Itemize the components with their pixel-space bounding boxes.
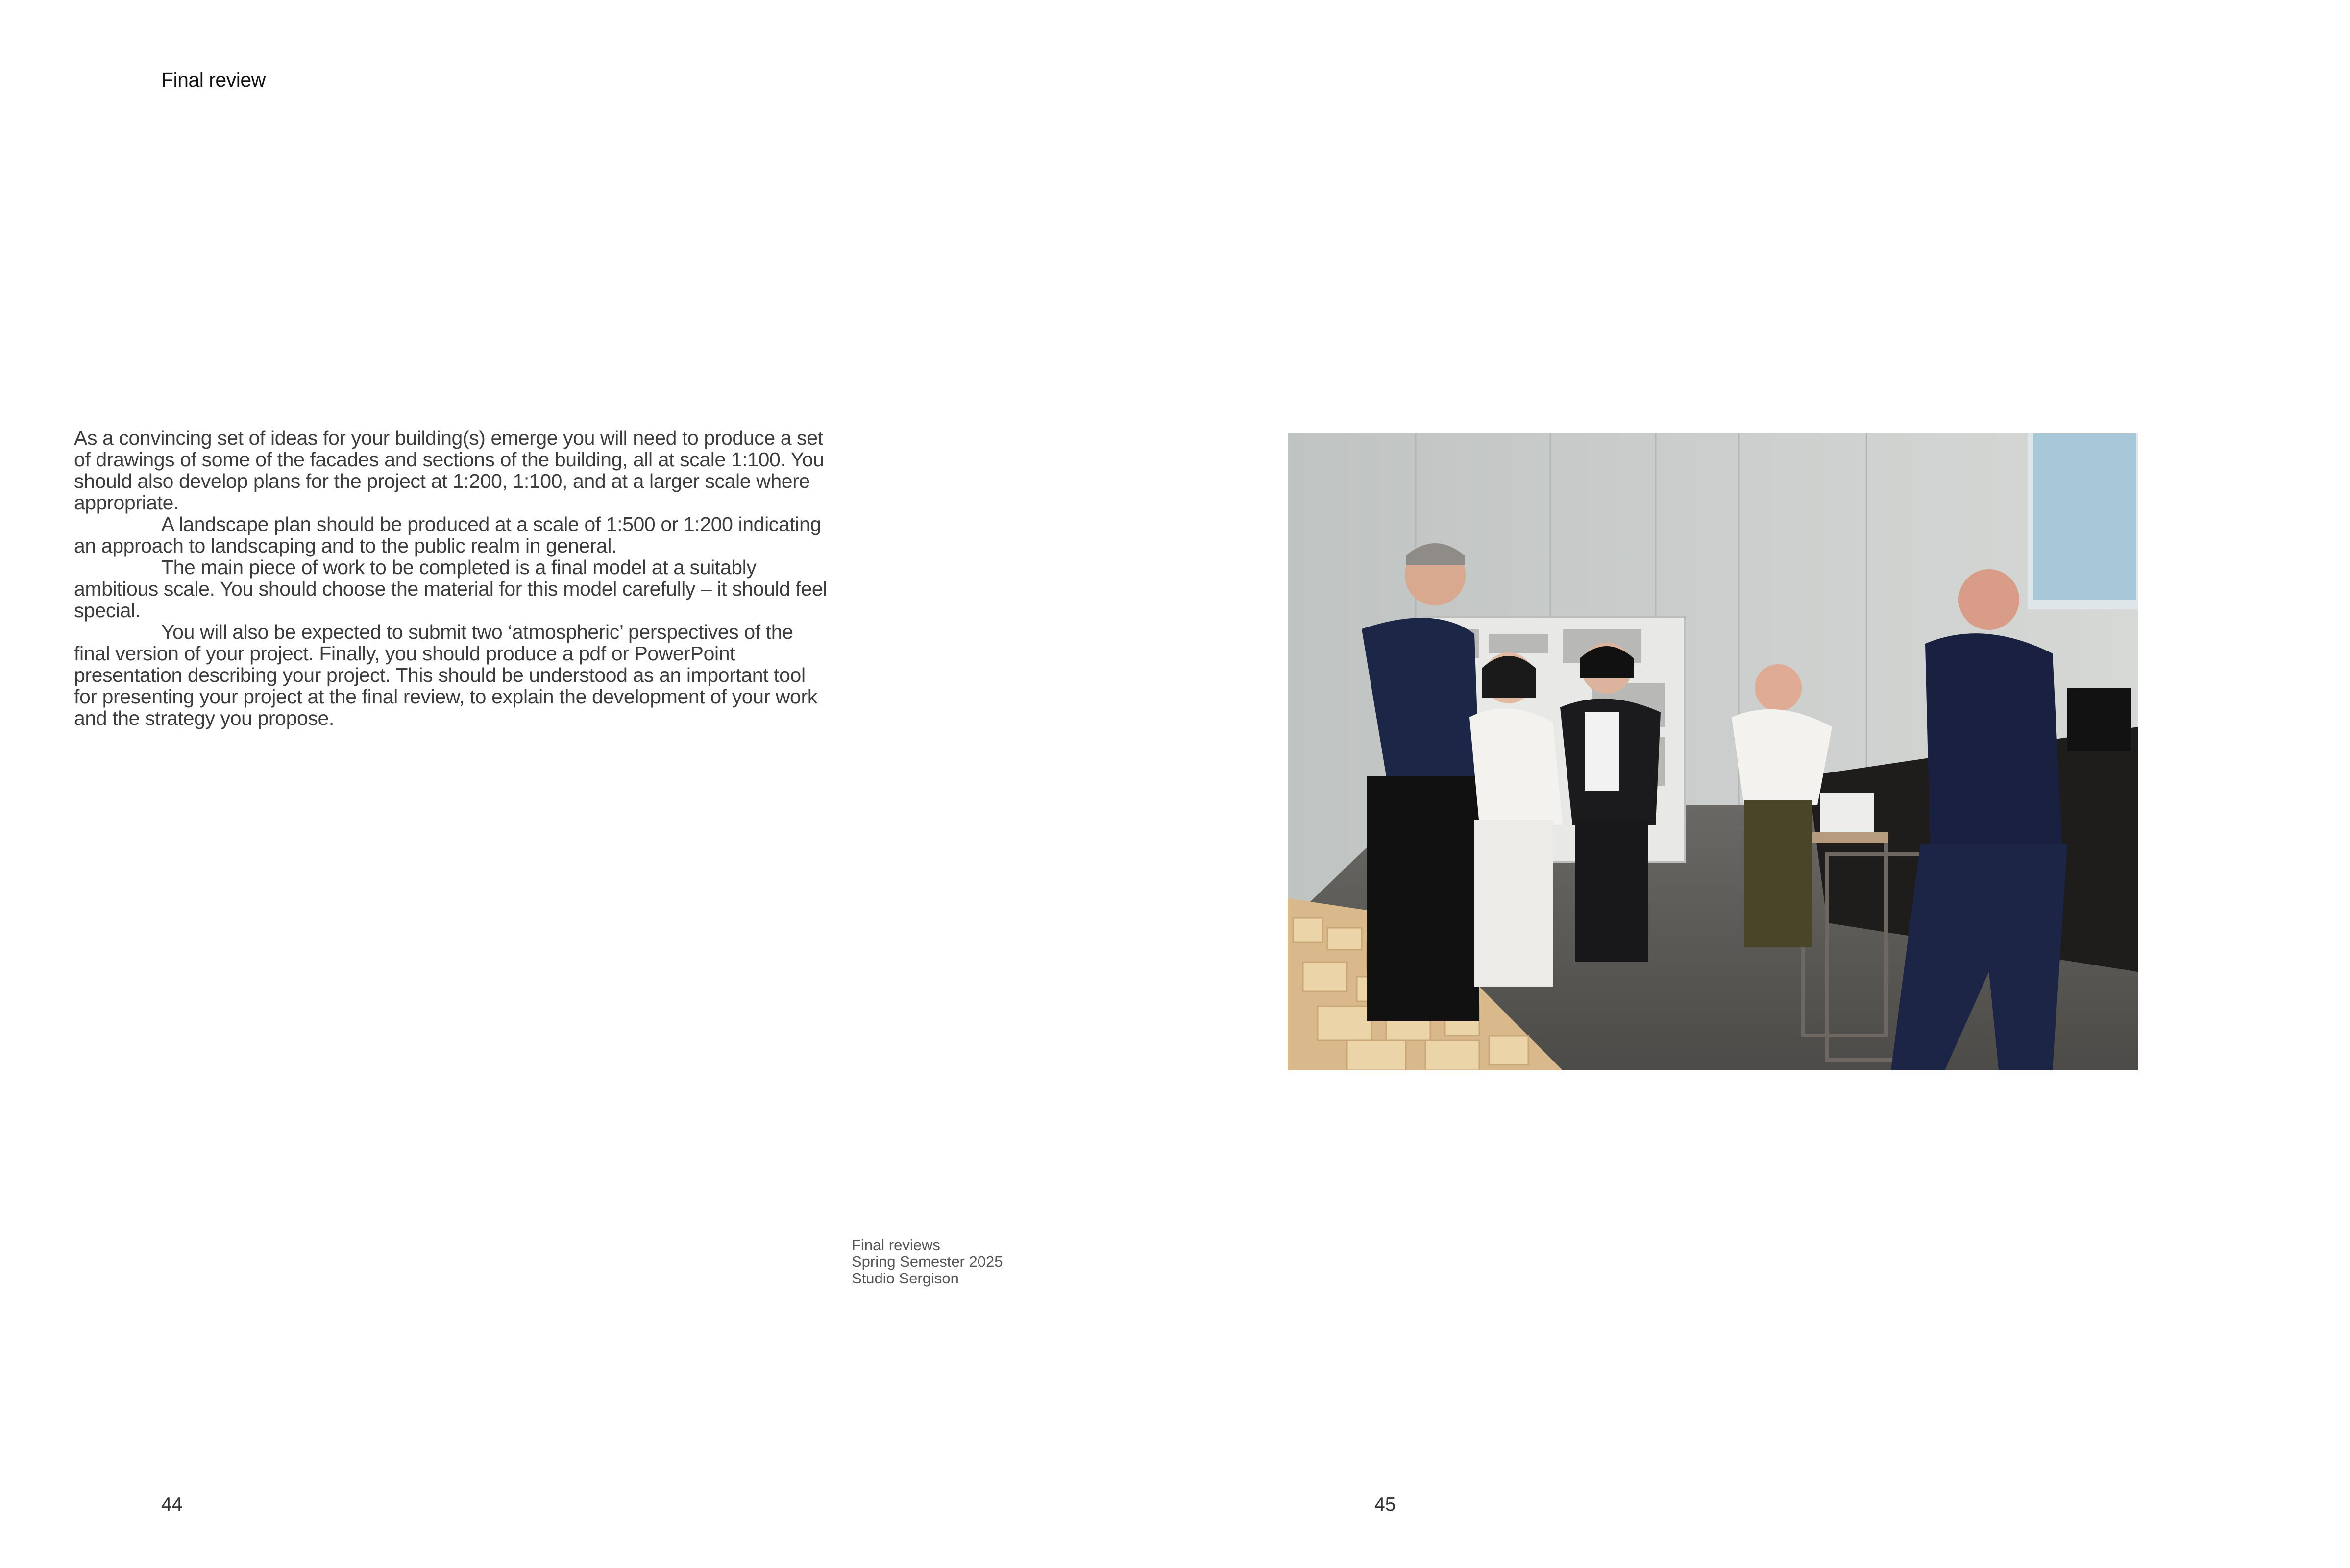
page-number-right: 45 [1374, 1494, 1396, 1515]
page-heading: Final review [161, 69, 266, 91]
photo-caption [852, 1237, 1003, 1287]
paragraph-3: The main piece of work to be completed is a final model at a suitably ambitious scale. You should choose the material for this model carefully – it should feel special. [74, 556, 827, 622]
review-photo [1288, 433, 2138, 1070]
caption-line-3: Studio Sergison [852, 1270, 959, 1287]
caption-line-2: Spring Semester 2025 [852, 1253, 1003, 1270]
page-number-left: 44 [161, 1494, 183, 1515]
paragraph-1: As a convincing set of ideas for your building(s) emerge you will need to produce a set of drawings of some of the facades and sections of the building, all at scale 1:100. You should also develop plans for the project at 1:200, 1:100, and at a larger scale where appropriate. [74, 427, 824, 514]
paragraph-2: A landscape plan should be produced at a scale of 1:500 or 1:200 indicating an approach to landscaping and to the public realm in general. [74, 513, 821, 557]
caption-line-1: Final reviews [852, 1236, 940, 1254]
body-text [74, 427, 829, 729]
paragraph-4: You will also be expected to submit two ‘atmospheric’ perspectives of the final version of your project. Finally, you should produce a pdf or PowerPoint presentation describing your project. This should be understood as an important tool for presenting your project at the final review, to explain the development of your work and the strategy you propose. [74, 621, 817, 729]
